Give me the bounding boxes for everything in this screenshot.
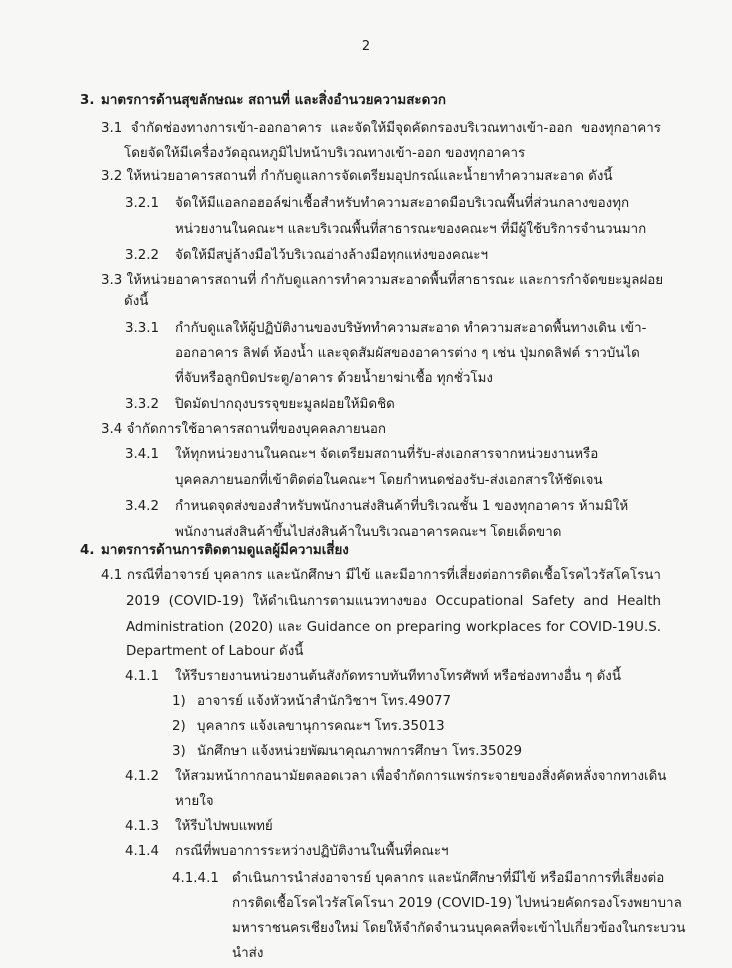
section-3-3-line-1: 3.3 ให้หน่วยอาคารสถานที่ กำกับดูแลการทำความสะอาดพื้นที่สาธารณะ และการกำจัดขยะมูลฝอย [101, 273, 664, 288]
item-3-3-2-number: 3.3.2 [125, 397, 160, 412]
page-number: 2 [361, 39, 371, 54]
item-3-4-1-number: 3.4.1 [125, 447, 160, 462]
item-3-3-1-number: 3.3.1 [125, 321, 160, 336]
item-3-2-1-line-2: หน่วยงานในคณะฯ และบริเวณพื้นที่สาธารณะของคณะฯ ที่มีผู้ใช้บริการจำนวนมาก [175, 222, 647, 237]
item-4-1-3-text: ให้รีบไปพบแพทย์ [175, 819, 273, 834]
item-3-3-1-line-1: กำกับดูแลให้ผู้ปฏิบัติงานของบริษัททำความสะอาด ทำความสะอาดพื้นทางเดิน เข้า- [175, 321, 647, 336]
contact-item-text: นักศึกษา แจ้งหน่วยพัฒนาคุณภาพการศึกษา โทร.35029 [197, 744, 523, 759]
section-3-number: 3. [80, 93, 95, 108]
contact-item-number: 1) [172, 694, 186, 709]
item-3-4-2-line-1: กำหนดจุดส่งของสำหรับพนักงานส่งสินค้าที่บริเวณชั้น 1 ของทุกอาคาร ห้ามมิให้ [175, 499, 629, 514]
contact-item-number: 2) [172, 719, 186, 734]
item-3-2-2-number: 3.2.2 [125, 248, 160, 263]
item-3-4-1-line-1: ให้ทุกหน่วยงานในคณะฯ จัดเตรียมสถานที่รับ-ส่งเอกสารจากหน่วยงานหรือ [175, 447, 599, 462]
contact-item-text: อาจารย์ แจ้งหัวหน้าสำนักวิชาฯ โทร.49077 [197, 694, 452, 709]
section-3-3-line-2: ดังนี้ [124, 294, 149, 309]
section-3-title: มาตรการด้านสุขลักษณะ สถานที่ และสิ่งอำนวยความสะดวก [101, 93, 446, 108]
section-4-1-line-3: Administration (2020) และ Guidance on preparing workplaces for COVID-19U.S. [126, 620, 661, 635]
item-4-1-4-1-line-4: นำส่ง [232, 946, 264, 961]
item-4-1-1-number: 4.1.1 [125, 669, 160, 684]
item-3-2-1-number: 3.2.1 [125, 196, 160, 211]
item-4-1-4-1-line-2: การติดเชื้อโรคไวรัสโคโรนา 2019 (COVID-19) ไปหน่วยคัดกรองโรงพยาบาล [232, 896, 682, 911]
section-4-1-line-1: 4.1 กรณีที่อาจารย์ บุคลากร และนักศึกษา มีไข้ และมีอาการที่เสี่ยงต่อการติดเชื้อโรคไวรัสโคโรนา [101, 568, 661, 583]
item-4-1-3-number: 4.1.3 [125, 819, 160, 834]
item-3-2-2-line-1: จัดให้มีสบู่ล้างมือไว้บริเวณอ่างล้างมือทุกแห่งของคณะฯ [175, 248, 488, 263]
item-4-1-4-number: 4.1.4 [125, 844, 160, 859]
section-3-2-line-1: 3.2 ให้หน่วยอาคารสถานที่ กำกับดูแลการจัดเตรียมอุปกรณ์และน้ำยาทำความสะอาด ดังนี้ [101, 169, 613, 184]
item-4-1-4-text: กรณีที่พบอาการระหว่างปฏิบัติงานในพื้นที่คณะฯ [175, 844, 449, 859]
contact-item-text: บุคลากร แจ้งเลขานุการคณะฯ โทร.35013 [197, 719, 445, 734]
item-3-4-2-number: 3.4.2 [125, 499, 160, 514]
section-4-1-line-4: Department of Labour ดังนี้ [126, 644, 304, 659]
item-4-1-2-number: 4.1.2 [125, 769, 160, 784]
item-3-4-1-line-2: บุคคลภายนอกที่เข้าติดต่อในคณะฯ โดยกำหนดช่องรับ-ส่งเอกสารให้ชัดเจน [175, 473, 603, 488]
item-3-3-1-line-2: ออกอาคาร ลิฟต์ ห้องน้ำ และจุดสัมผัสของอาคารต่าง ๆ เช่น ปุ่มกดลิฟต์ ราวบันได [175, 346, 640, 361]
item-4-1-4-1-number: 4.1.4.1 [172, 871, 219, 886]
item-3-4-2-line-2: พนักงานส่งสินค้าขึ้นไปส่งสินค้าในบริเวณอาคารคณะฯ โดยเด็ดขาด [175, 525, 562, 540]
item-4-1-4-1-line-3: มหาราชนครเชียงใหม่ โดยให้จำกัดจำนวนบุคคลที่จะเข้าไปเกี่ยวข้องในกระบวน [232, 921, 686, 936]
section-4-1-line-2: 2019 (COVID-19) ให้ดำเนินการตามแนวทางของ Occupational Safety and Health [126, 594, 661, 609]
item-4-1-2-line-2: หายใจ [175, 794, 214, 809]
item-3-3-2-line-1: ปิดมัดปากถุงบรรจุขยะมูลฝอยให้มิดชิด [175, 397, 395, 412]
section-3-1-line-2: โดยจัดให้มีเครื่องวัดอุณหภูมิไปหน้าบริเวณทางเข้า-ออก ของทุกอาคาร [124, 146, 526, 161]
section-4-number: 4. [80, 543, 95, 558]
section-3-4-line-1: 3.4 จำกัดการใช้อาคารสถานที่ของบุคคลภายนอก [101, 422, 387, 437]
contact-item-number: 3) [172, 744, 186, 759]
item-4-1-4-1-line-1: ดำเนินการนำส่งอาจารย์ บุคลากร และนักศึกษาที่มีไข้ หรือมีอาการที่เสี่ยงต่อ [232, 871, 665, 886]
section-3-1-line-1: 3.1 จำกัดช่องทางการเข้า-ออกอาคาร และจัดให้มีจุดคัดกรองบริเวณทางเข้า-ออก ของทุกอาคาร [101, 121, 661, 136]
item-3-3-1-line-3: ที่จับหรือลูกบิดประตู/อาคาร ด้วยน้ำยาฆ่าเชื้อ ทุกชั่วโมง [175, 371, 493, 386]
item-3-2-1-line-1: จัดให้มีแอลกอฮอล์ฆ่าเชื้อสำหรับทำความสะอาดมือบริเวณพื้นที่ส่วนกลางของทุก [175, 196, 630, 211]
item-4-1-2-line-1: ให้สวมหน้ากากอนามัยตลอดเวลา เพื่อจำกัดการแพร่กระจายของสิ่งคัดหลั่งจากทางเดิน [175, 769, 667, 784]
section-4-title: มาตรการด้านการติดตามดูแลผู้มีความเสี่ยง [101, 543, 349, 558]
item-4-1-1-text: ให้รีบรายงานหน่วยงานต้นสังกัดทราบทันทีทางโทรศัพท์ หรือช่องทางอื่น ๆ ดังนี้ [175, 669, 622, 684]
